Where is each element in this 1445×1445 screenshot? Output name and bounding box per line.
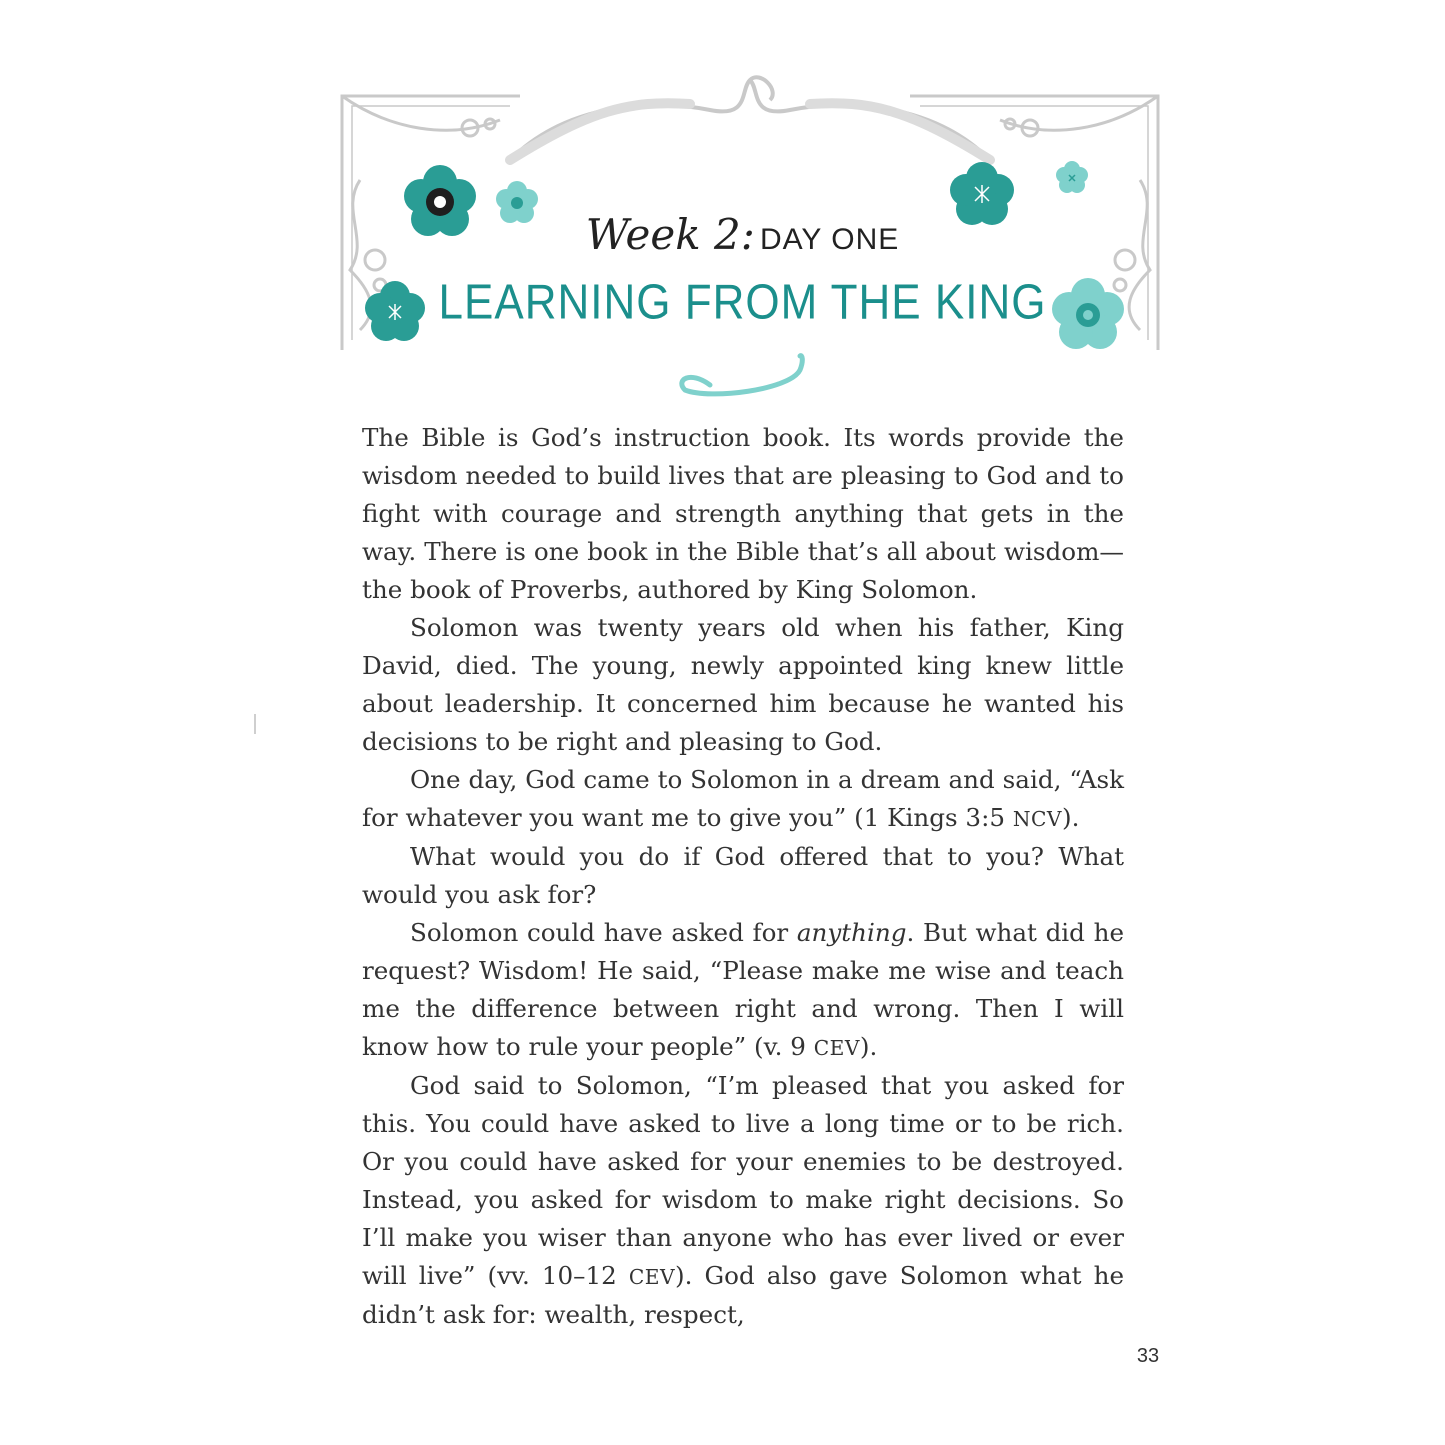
- day-label: DAY ONE: [759, 223, 900, 256]
- page-title: LEARNING FROM THE KING: [438, 275, 1047, 330]
- paragraph-6: [362, 1067, 1124, 1334]
- week-label: Week 2:: [585, 210, 755, 259]
- version-abbrev: CEV: [628, 1265, 676, 1289]
- margin-mark: [254, 714, 256, 734]
- paragraph-3-text: One day, God came to Solomon in a dream and said, “Ask for whatever you want me to give you” (1 Kings 3:5: [362, 765, 1124, 832]
- paragraph-4: What would you do if God offered that to you? What would you ask for?: [362, 842, 1124, 909]
- paragraph-2: Solomon was twenty years old when his father, King David, died. The young, newly appointed king knew little about leadership. It concerned him because he wanted his decisions to be right and pleasing to God.: [362, 613, 1124, 756]
- version-abbrev: CEV: [813, 1036, 860, 1060]
- emphasis: anything: [796, 918, 907, 947]
- paragraph-5-middle: . But what did he request? Wisdom! He said, “Please make me wise and teach me the difference between right and wrong. Then I will know how to rule your people” (v. 9: [362, 918, 1124, 1061]
- paragraph-3-end: ).: [1061, 803, 1080, 832]
- flourish-divider: [682, 356, 802, 394]
- paragraph-6-text: God said to Solomon, “I’m pleased that you asked for this. You could have asked to live a long time or to be rich. Or you could have asked for your enemies to be destroyed. Instead, you asked for wisdom to make right decisions. So I’ll make you wiser than anyone who has ever lived or ever will live” (vv. 10–12: [362, 1071, 1124, 1290]
- page-number: 33: [1136, 1345, 1160, 1367]
- paragraph-5: [362, 914, 1124, 1067]
- paragraph-5-end: ).: [859, 1032, 878, 1061]
- paragraph-5-text: Solomon could have asked for: [410, 918, 797, 947]
- version-abbrev: NCV: [1012, 807, 1062, 831]
- paragraph-6-end: ). God also gave Solomon what he didn’t ask for: wealth, respect,: [362, 1261, 1124, 1329]
- paragraph-3: [362, 761, 1124, 838]
- week-day-label: [0, 210, 1445, 259]
- body-text: [362, 419, 1124, 1334]
- paragraph-1: The Bible is God’s instruction book. Its words provide the wisdom needed to build lives that are pleasing to God and to fight with courage and strength anything that gets in the way. There is one book in the Bible that’s all about wisdom—the book of Proverbs, authored by King Solomon.: [362, 423, 1124, 604]
